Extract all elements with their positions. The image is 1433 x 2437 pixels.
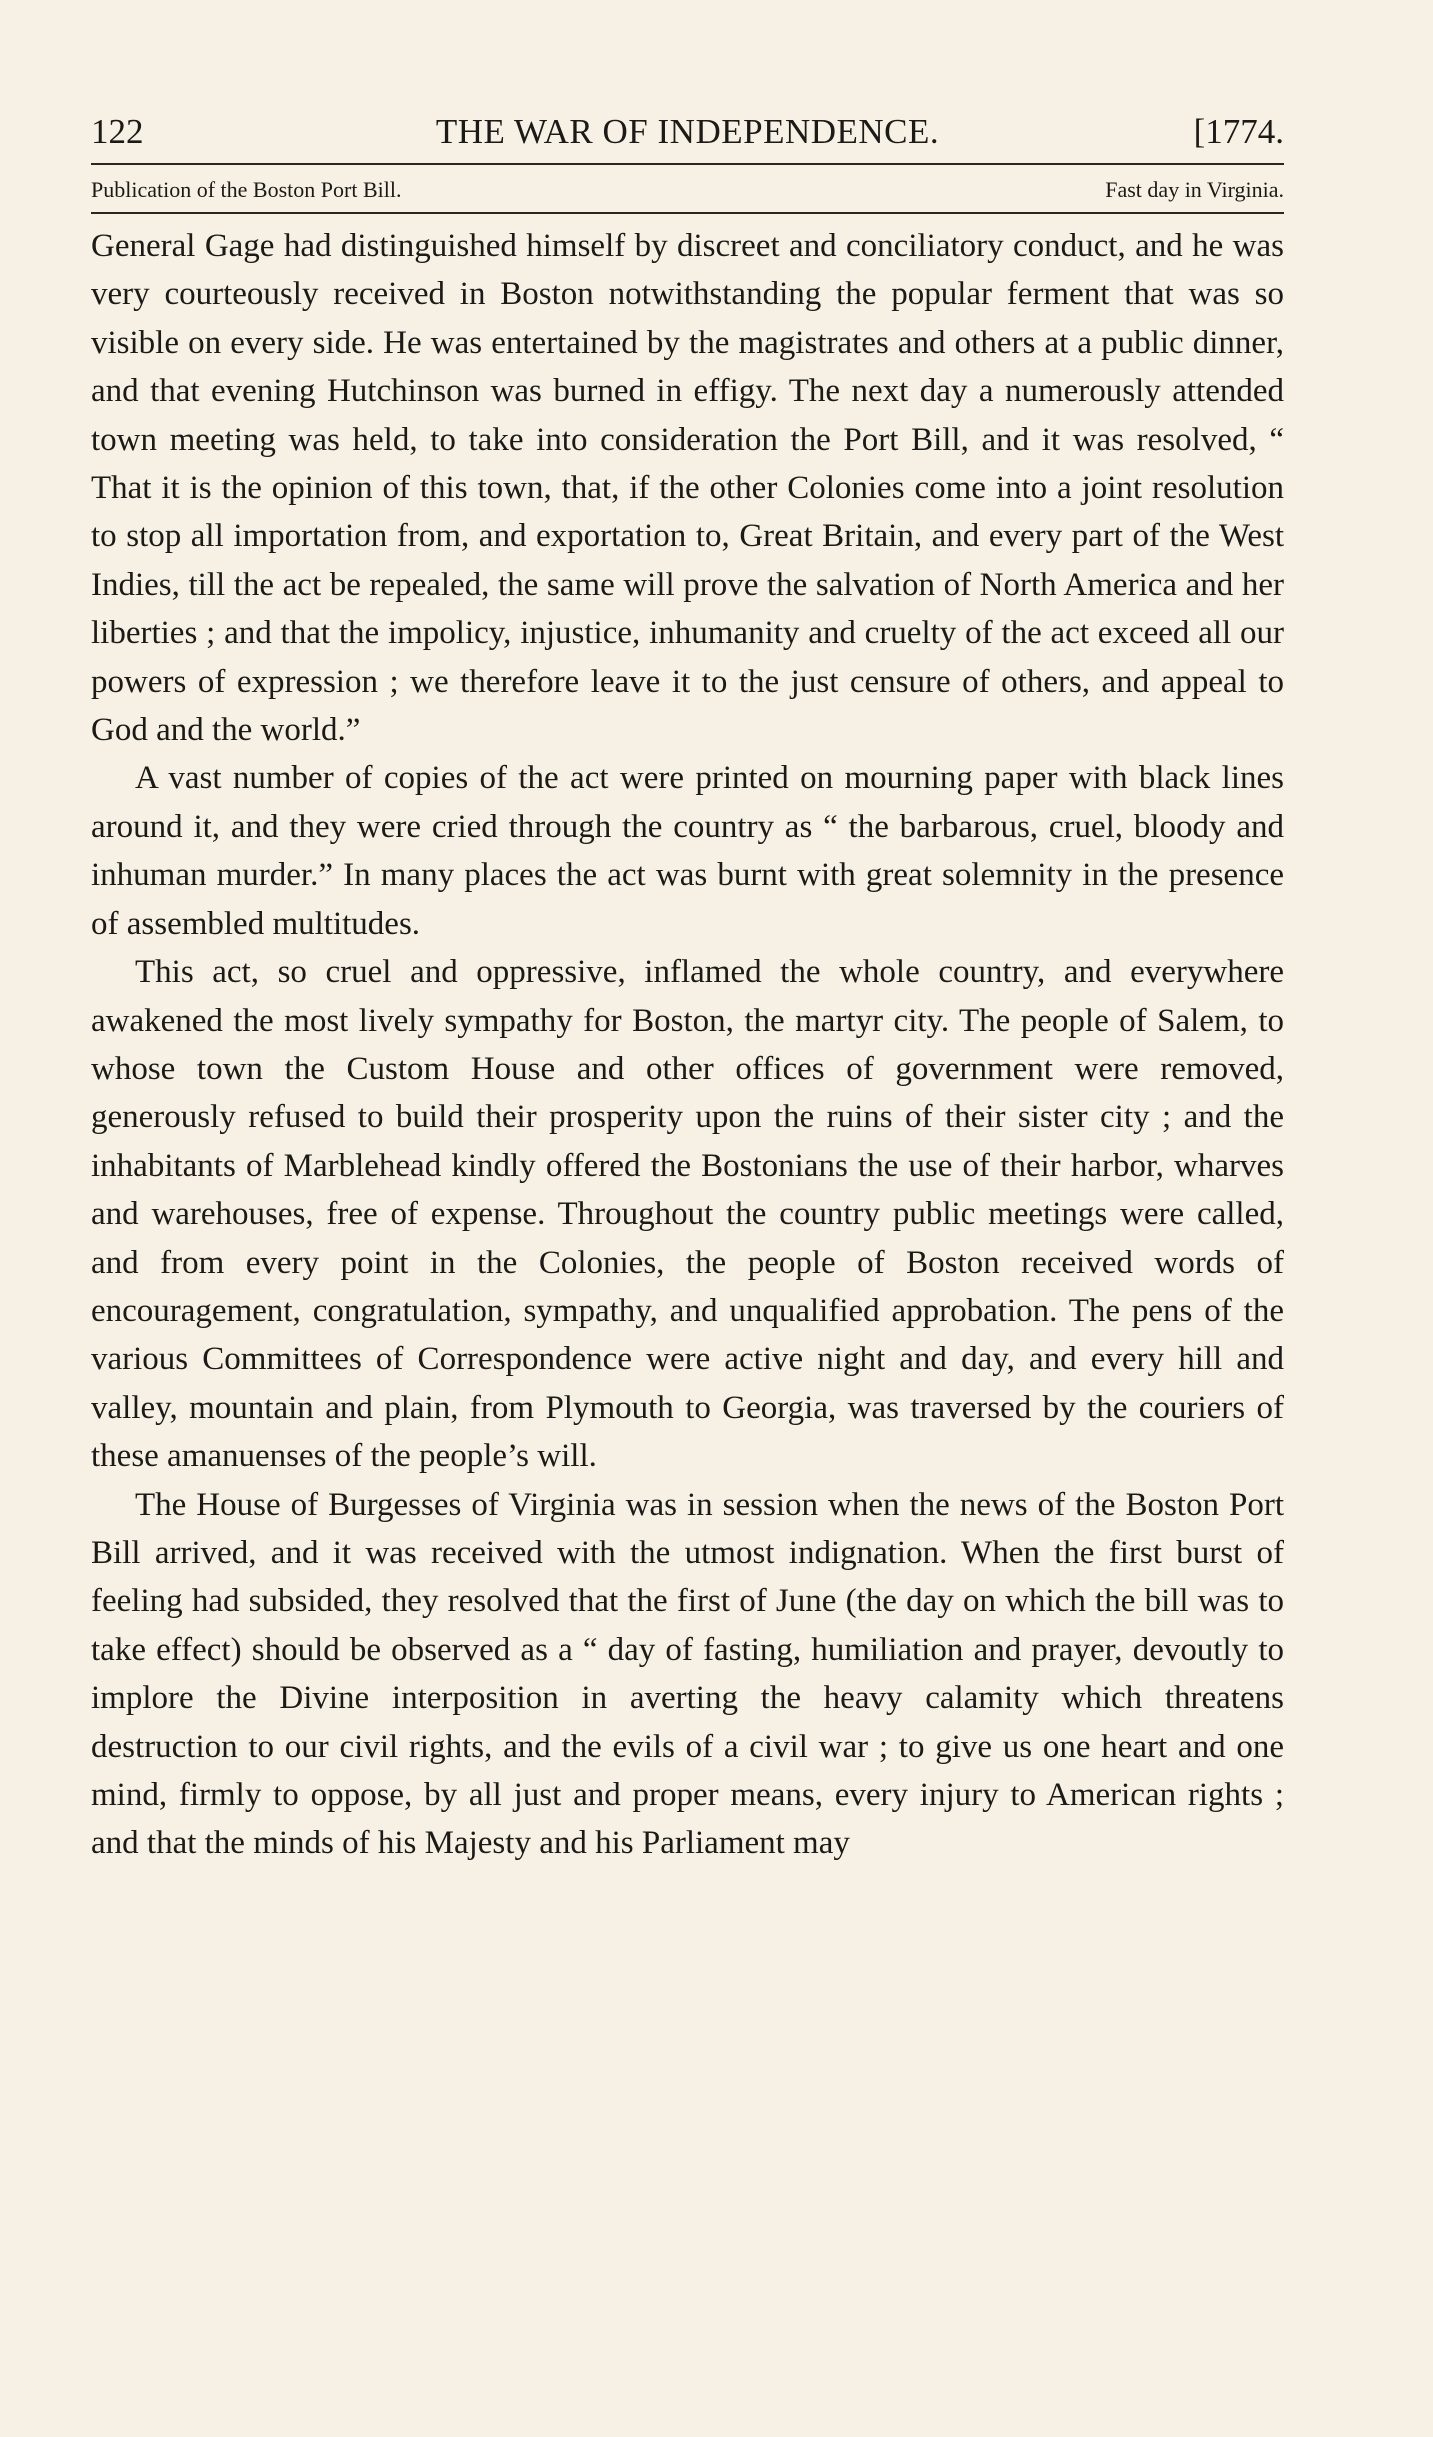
header-rule-bottom [91, 212, 1284, 214]
paragraph-4: The House of Burgesses of Virginia was in session when the news of the Boston Port Bill arrived, and it was received with the utmost indignation. When the first burst of feeling had subsided, they resolved that the first of June (the day on which the bill was to take effect) should be observed as a “ day of fasting, humiliation and prayer, devoutly to implore the Divine interposition in averting the heavy calamity which threatens destruction to our civil rights, and the evils of a civil war ; to give us one heart and one mind, firmly to oppose, by all just and proper means, every injury to American rights ; and that the minds of his Majesty and his Parliament may [91, 1486, 1284, 1862]
body-text [91, 222, 1284, 1868]
header-rule-top [91, 163, 1284, 165]
paragraph-1: General Gage had distinguished himself by discreet and conciliatory conduct, and he was very courteously received in Boston notwithstanding the popular ferment that was so visible on every side. He was entertained by the magistrates and others at a public dinner, and that evening Hutchinson was burned in effigy. The next day a numerously attended town meeting was held, to take into consideration the Port Bill, and it was resolved, “ That it is the opinion of this town, that, if the other Colonies come into a joint resolution to stop all importation from, and exportation to, Great Britain, and every part of the West Indies, till the act be repealed, the same will prove the salvation of North America and her liberties ; and that the impolicy, injustice, inhumanity and cruelty of the act exceed all our powers of expression ; we therefore leave it to the just censure of others, and appeal to God and the world.” [91, 228, 1284, 749]
paragraph-3: This act, so cruel and oppressive, inflamed the whole country, and everywhere awakened the most lively sympathy for Boston, the martyr city. The people of Salem, to whose town the Custom House and other offices of government were removed, generously refused to build their prosperity upon the ruins of their sister city ; and the inhabitants of Marblehead kindly offered the Bostonians the use of their harbor, wharves and warehouses, free of expense. Throughout the country public meetings were called, and from every point in the Colonies, the people of Boston received words of encouragement, congratulation, sympathy, and unqualified approbation. The pens of the various Committees of Correspondence were active night and day, and every hill and valley, mountain and plain, from Plymouth to Georgia, was traversed by the couriers of these amanuenses of the people’s will. [91, 954, 1284, 1475]
running-head [91, 108, 1284, 156]
year-marker: [1774. [1193, 112, 1284, 151]
section-subhead [91, 173, 1284, 207]
subhead-right: Fast day in Virginia. [1105, 177, 1284, 202]
page-title: THE WAR OF INDEPENDENCE. [435, 112, 940, 151]
page-number: 122 [91, 112, 144, 151]
subhead-left: Publication of the Boston Port Bill. [91, 177, 402, 202]
paragraph-2: A vast number of copies of the act were printed on mourning paper with black lines around it, and they were cried through the country as “ the barbarous, cruel, bloody and inhuman murder.” In many places the act was burnt with great solemnity in the presence of assembled multitudes. [91, 760, 1284, 942]
